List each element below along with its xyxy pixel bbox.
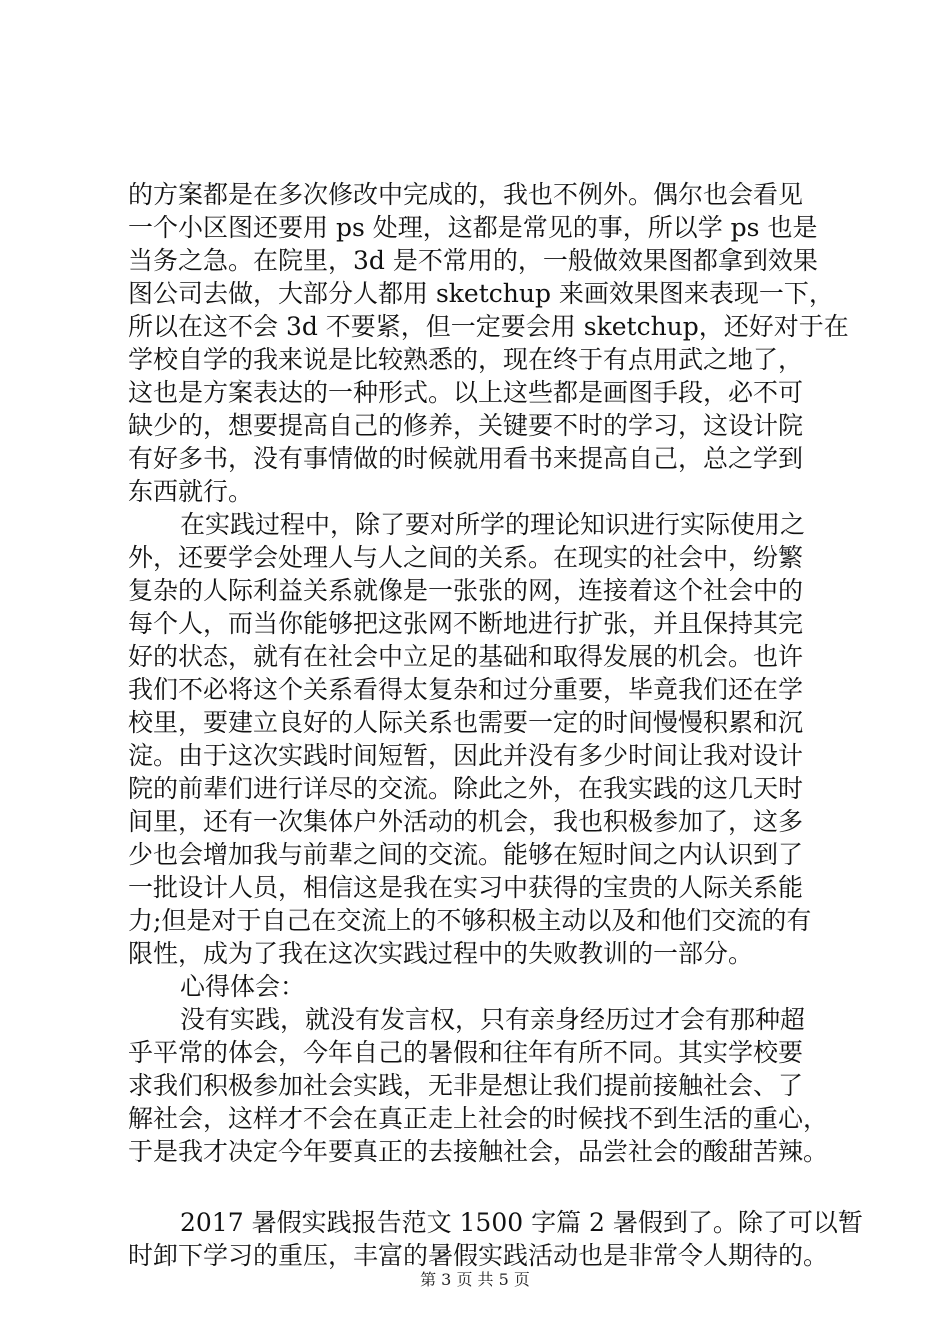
text-line: 求我们积极参加社会实践，无非是想让我们提前接触社会、了 [128,1071,804,1100]
text-line: 2017 暑假实践报告范文 1500 字篇 2 暑假到了。除了可以暂 [180,1208,863,1237]
paragraph-gap [128,1168,828,1206]
text-line: 外，还要学会处理人与人之间的关系。在现实的社会中，纷繁 [128,543,804,572]
text-line: 图公司去做，大部分人都用 sketchup 来画效果图来表现一下， [128,279,834,308]
text-line: 每个人，而当你能够把这张网不断地进行扩张，并且保持其完 [128,609,804,638]
text-line: 少也会增加我与前辈之间的交流。能够在短时间之内认识到了 [128,840,804,869]
document-body [128,178,863,1272]
text-line: 在实践过程中，除了要对所学的理论知识进行实际使用之 [180,510,806,539]
text-line: 的方案都是在多次修改中完成的，我也不例外。偶尔也会看见 [128,180,804,209]
text-line: 我们不必将这个关系看得太复杂和过分重要，毕竟我们还在学 [128,675,804,704]
text-line: 于是我才决定今年要真正的去接触社会，品尝社会的酸甜苦辣。 [128,1137,829,1166]
text-line: 一个小区图还要用 ps 处理，这都是常见的事，所以学 ps 也是 [128,213,818,242]
text-line: 没有实践，就没有发言权，只有亲身经历过才会有那种超 [180,1005,806,1034]
text-line: 淀。由于这次实践时间短暂，因此并没有多少时间让我对设计 [128,741,804,770]
text-line: 解社会，这样才不会在真正走上社会的时候找不到生活的重心， [128,1104,829,1133]
text-line: 所以在这不会 3d 不要紧，但一定要会用 sketchup，还好对于在 [128,312,849,341]
page-footer: 第 3 页 共 5 页 [420,1270,530,1289]
text-line: 限性，成为了我在这次实践过程中的失败教训的一部分。 [128,939,754,968]
text-line: 复杂的人际利益关系就像是一张张的网，连接着这个社会中的 [128,576,804,605]
text-line: 时卸下学习的重压，丰富的暑假实践活动也是非常令人期待的。 [128,1241,829,1270]
text-line: 间里，还有一次集体户外活动的机会，我也积极参加了，这多 [128,807,804,836]
text-line: 一批设计人员，相信这是我在实习中获得的宝贵的人际关系能 [128,873,804,902]
text-line: 有好多书，没有事情做的时候就用看书来提高自己，总之学到 [128,444,804,473]
text-line: 当务之急。在院里，3d 是不常用的，一般做效果图都拿到效果 [128,246,818,275]
text-line: 缺少的，想要提高自己的修养，关键要不时的学习，这设计院 [128,411,804,440]
text-line: 这也是方案表达的一种形式。以上这些都是画图手段，必不可 [128,378,804,407]
text-line: 力;但是对于自己在交流上的不够积极主动以及和他们交流的有 [128,906,812,935]
text-line: 院的前辈们进行详尽的交流。除此之外，在我实践的这几天时 [128,774,804,803]
text-line: 校里，要建立良好的人际关系也需要一定的时间慢慢积累和沉 [128,708,804,737]
text-line: 好的状态，就有在社会中立足的基础和取得发展的机会。也许 [128,642,804,671]
text-line: 乎平常的体会，今年自己的暑假和往年有所不同。其实学校要 [128,1038,804,1067]
text-line: 学校自学的我来说是比较熟悉的，现在终于有点用武之地了， [128,345,804,374]
text-line: 心得体会： [180,972,306,1001]
text-line: 东西就行。 [128,477,254,506]
